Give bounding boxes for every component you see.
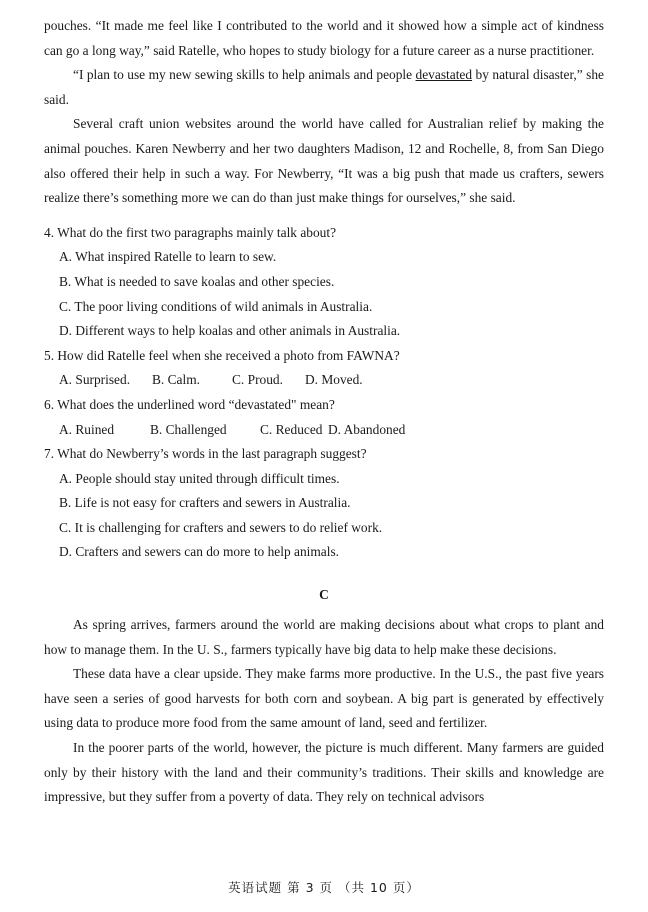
paragraph-2-text-before: “I plan to use my new sewing skills to help animals and people xyxy=(73,67,416,83)
paragraph-2-text-after: by natural disaster,” she said. xyxy=(44,67,604,107)
question-6-option-a: A. Ruined xyxy=(59,421,115,437)
section-heading: C xyxy=(319,587,329,603)
question-7-option-a: A. People should stay united through difficult times. xyxy=(59,470,340,486)
question-4-option-c: C. The poor living conditions of wild animals in Australia. xyxy=(59,298,373,314)
question-4-stem: 4. What do the first two paragraphs mainly talk about? xyxy=(44,224,337,240)
question-5-option-c: C. Proud. xyxy=(232,372,283,388)
question-6-stem: 6. What does the underlined word “devastated" mean? xyxy=(44,396,335,412)
passage-c-paragraph-2: These data have a clear upside. They make farms more productive. In the U.S., the past five years have seen a series of good harvests for both corn and soybean. A big part is generated by effectively using data to produce more food from the same amount of land, seed and fertilizer. xyxy=(44,666,604,731)
question-6-option-d: D. Abandoned xyxy=(328,421,406,437)
question-7-option-c: C. It is challenging for crafters and sewers to do relief work. xyxy=(59,519,383,535)
question-4-option-d: D. Different ways to help koalas and other animals in Australia. xyxy=(59,323,401,339)
question-5-options xyxy=(59,368,604,393)
passage-b-paragraph-1: pouches. “It made me feel like I contributed to the world and it showed how a simple act of kindness can go a long way,” said Ratelle, who hopes to study biology for a future career as a nurse practitioner. xyxy=(44,18,604,58)
question-5-stem: 5. How did Ratelle feel when she received a photo from FAWNA? xyxy=(44,347,400,363)
question-6-options xyxy=(59,418,604,443)
question-7-option-b: B. Life is not easy for crafters and sewers in Australia. xyxy=(59,495,351,511)
question-6-option-c: C. Reduced xyxy=(260,421,323,437)
page-footer: 英语试题 第 3 页 （共 10 页） xyxy=(228,880,420,895)
question-7 xyxy=(44,442,604,565)
passage-b-paragraph-3: Several craft union websites around the world have called for Australian relief by making the animal pouches. Karen Newberry and her two daughters Madison, 12 and Rochelle, 8, from San Diego also offered their help in such a way. For Newberry, “It was a big push that made us crafters, sewers realize there’s something more we can do than just make things for ourselves,” she said. xyxy=(44,116,604,206)
passage-c-paragraph-1: As spring arrives, farmers around the world are making decisions about what crops to plant and how to manage them. In the U. S., farmers typically have big data to help make these decisions. xyxy=(44,617,604,657)
underlined-word: devastated xyxy=(415,67,473,83)
question-4-option-b: B. What is needed to save koalas and other species. xyxy=(59,273,335,289)
page-content xyxy=(44,14,604,810)
question-4-option-a: A. What inspired Ratelle to learn to sew. xyxy=(59,249,277,265)
question-4 xyxy=(44,221,604,344)
passage-c-paragraph-3: In the poorer parts of the world, however, the picture is much different. Many farmers are guided only by their history with the land and their community’s traditions. Their skills and knowledge are impressive, but they suffer from a poverty of data. They rely on technical advisors xyxy=(44,740,604,805)
question-6 xyxy=(44,393,604,442)
spacer xyxy=(44,211,604,221)
question-7-option-d: D. Crafters and sewers can do more to help animals. xyxy=(59,544,340,560)
passage-b-paragraph-2 xyxy=(44,63,604,112)
question-7-stem: 7. What do Newberry’s words in the last paragraph suggest? xyxy=(44,446,367,462)
question-6-option-b: B. Challenged xyxy=(150,421,227,437)
question-5-option-d: D. Moved. xyxy=(305,372,363,388)
question-5-option-b: B. Calm. xyxy=(152,372,200,388)
question-5-option-a: A. Surprised. xyxy=(59,372,131,388)
question-5 xyxy=(44,344,604,393)
